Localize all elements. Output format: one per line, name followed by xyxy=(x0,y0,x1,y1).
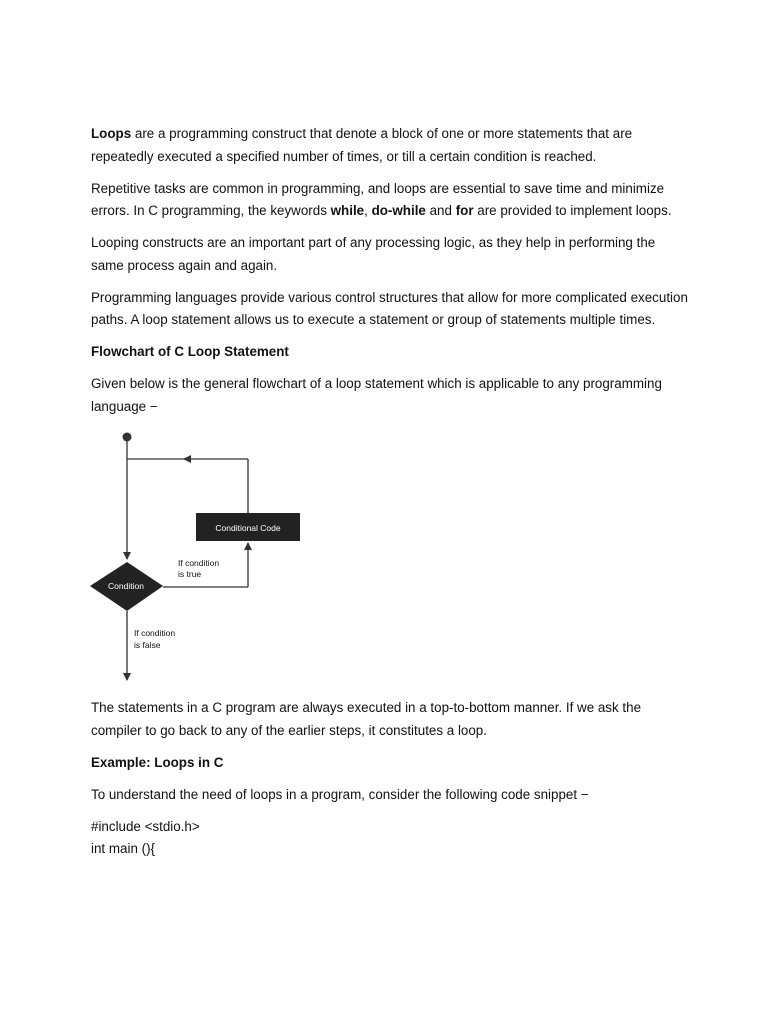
heading-flowchart-text: Flowchart of C Loop Statement xyxy=(91,344,289,359)
code-line-1: #include <stdio.h> xyxy=(91,818,200,834)
paragraph-intro xyxy=(91,123,691,168)
keyword-do-while: do-while xyxy=(371,203,426,218)
heading-flowchart xyxy=(91,341,691,364)
paragraph-control-structures: Programming languages provide various control structures that allow for more complicated execution paths. A loop statement allows us to execute a statement or group of statements multiple times. xyxy=(91,289,688,327)
true-label-line1: If condition xyxy=(178,558,220,568)
paragraph-looping-constructs: Looping constructs are an important part of any processing logic, as they help in performing the same process again and again. xyxy=(91,235,656,273)
true-label-line2: is true xyxy=(178,569,202,579)
keywords-text-b: are provided to implement loops. xyxy=(473,203,672,218)
false-label-line1: If condition xyxy=(134,628,176,638)
paragraph-flowchart-intro: Given below is the general flowchart of a loop statement which is applicable to any programming language − xyxy=(91,376,662,414)
bold-term-loops: Loops xyxy=(91,126,132,141)
keywords-text-a: Repetitive tasks are common in programming, and loops are essential to save time and minimize errors. In C programming, the keywords xyxy=(91,180,665,218)
code-line-2: int main (){ xyxy=(91,841,155,856)
false-label-line2: is false xyxy=(134,640,161,650)
loop-flowchart xyxy=(89,431,319,681)
paragraph-code-intro: To understand the need of loops in a program, consider the following code snippet − xyxy=(91,786,589,802)
conditional-code-label: Conditional Code xyxy=(215,523,281,533)
keyword-for: for xyxy=(455,203,474,218)
paragraph-keywords xyxy=(91,178,691,223)
condition-label: Condition xyxy=(108,581,144,591)
heading-example xyxy=(91,752,691,775)
heading-example-text: Example: Loops in C xyxy=(91,754,224,770)
document-page xyxy=(91,123,691,861)
keyword-separator-2: and xyxy=(425,203,456,218)
code-snippet xyxy=(91,816,691,861)
keyword-separator-1: , xyxy=(364,203,372,218)
paragraph-top-to-bottom: The statements in a C program are always executed in a top-to-bottom manner. If we ask the compiler to go back to any of the earlier steps, it constitutes a loop. xyxy=(91,700,642,738)
intro-text: are a programming construct that denote a block of one or more statements that are repeatedly executed a specified number of times, or till a certain condition is reached. xyxy=(91,126,633,164)
keyword-while: while xyxy=(330,203,365,218)
